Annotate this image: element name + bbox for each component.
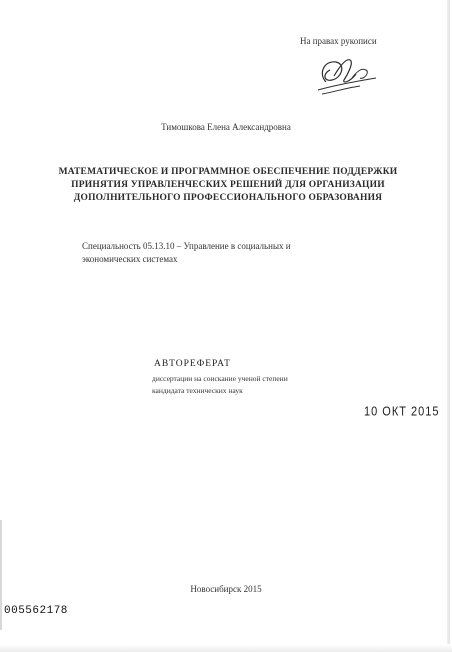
degree-block <box>152 373 372 397</box>
specialty-line: Специальность 05.13.10 – Управление в социальных и <box>82 241 291 251</box>
signature-image <box>312 52 382 100</box>
abstract-heading: АВТОРЕФЕРАТ <box>154 359 231 369</box>
date-stamp: 10 ОКТ 2015 <box>364 405 440 419</box>
specialty-line: экономических системах <box>82 254 178 264</box>
author-name: Тимошкова Елена Александровна <box>161 122 291 132</box>
dissertation-title <box>52 166 404 205</box>
page-edge-shadow <box>447 0 450 652</box>
title-line: ПРИНЯТИЯ УПРАВЛЕНЧЕСКИХ РЕШЕНИЙ ДЛЯ ОРГАНИЗАЦИИ <box>71 180 385 190</box>
inventory-number: 005562178 <box>4 605 68 617</box>
title-line: МАТЕМАТИЧЕСКОЕ И ПРОГРАММНОЕ ОБЕСПЕЧЕНИЕ ПОДДЕРЖКИ <box>58 167 398 177</box>
degree-line: кандидата технических наук <box>152 386 243 395</box>
page-bottom-edge <box>0 644 452 652</box>
manuscript-note: На правах рукописи <box>300 36 377 46</box>
title-line: ДОПОЛНИТЕЛЬНОГО ПРОФЕССИОНАЛЬНОГО ОБРАЗОВАНИЯ <box>73 193 383 203</box>
specialty-block <box>82 240 382 266</box>
city-year: Новосибирск 2015 <box>190 584 262 594</box>
degree-line: диссертации на соискание ученой степени <box>152 374 288 383</box>
